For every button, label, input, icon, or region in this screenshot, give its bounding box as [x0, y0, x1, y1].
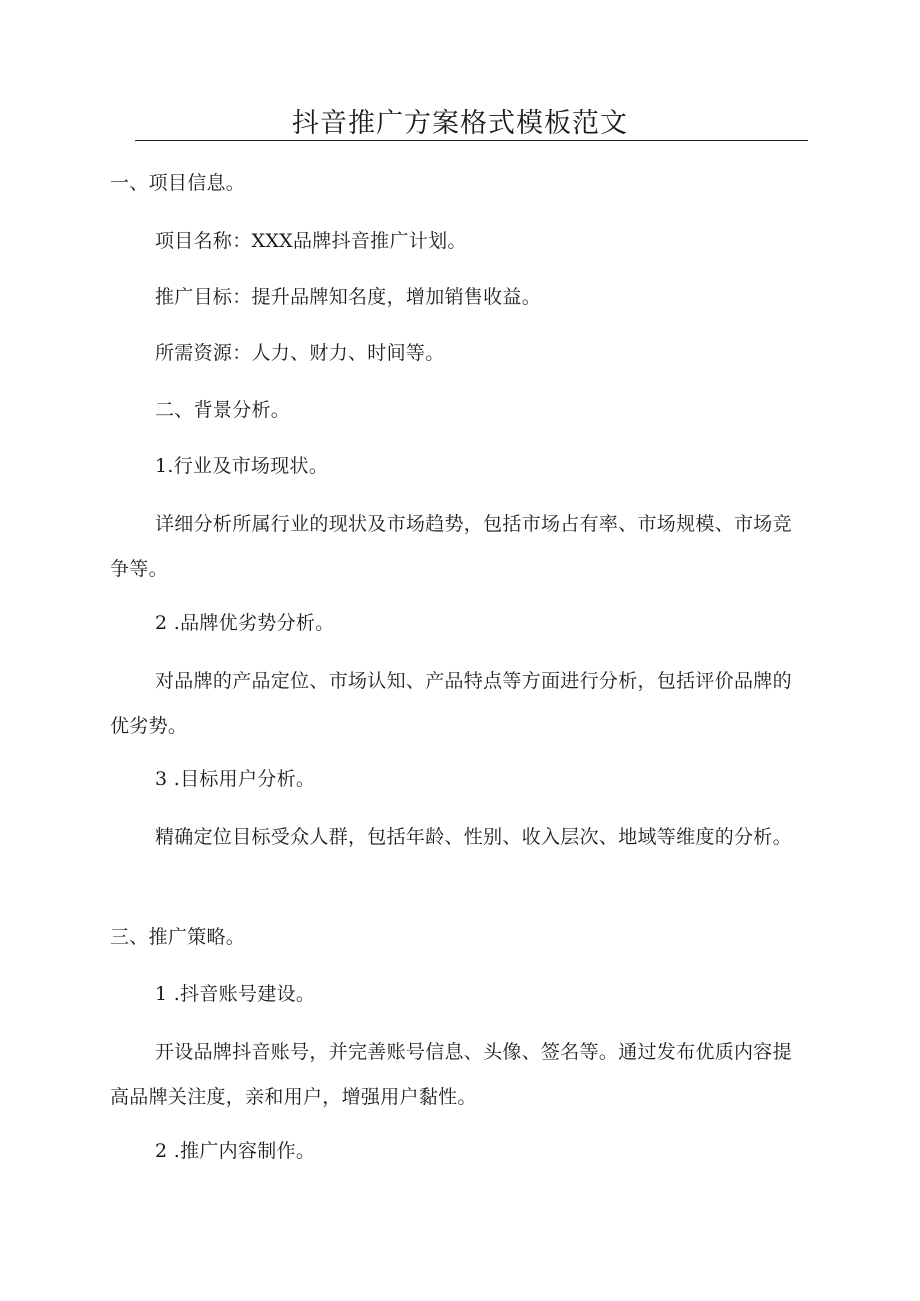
- subheading-target-users: 3 .目标用户分析。: [155, 768, 316, 790]
- document-title: 抖音推广方案格式模板范文: [292, 108, 628, 139]
- project-name-line: 项目名称：XXX品牌抖音推广计划。: [155, 230, 467, 252]
- section-heading-project-info: 一、项目信息。: [110, 172, 246, 194]
- paragraph-industry-market: 详细分析所属行业的现状及市场趋势，包括市场占有率、市场规模、市场竞争等。: [110, 513, 792, 580]
- subheading-brand-swot: 2 .品牌优劣势分析。: [155, 612, 335, 634]
- subheading-account-setup: 1 .抖音账号建设。: [155, 983, 316, 1005]
- paragraph-account-setup: 开设品牌抖音账号，并完善账号信息、头像、签名等。通过发布优质内容提高品牌关注度，亲和用户，增强用户黏性。: [110, 1041, 792, 1108]
- paragraph-brand-swot: 对品牌的产品定位、市场认知、产品特点等方面进行分析，包括评价品牌的优劣势。: [110, 670, 792, 737]
- promotion-goal-line: 推广目标：提升品牌知名度，增加销售收益。: [155, 286, 542, 308]
- subheading-industry-market: 1.行业及市场现状。: [155, 455, 329, 477]
- subheading-content-production: 2 .推广内容制作。: [155, 1140, 316, 1162]
- section-heading-background: 二、背景分析。: [155, 399, 291, 421]
- title-underline: [135, 140, 808, 141]
- section-heading-strategy: 三、推广策略。: [110, 926, 246, 948]
- required-resources-line: 所需资源：人力、财力、时间等。: [155, 342, 445, 364]
- paragraph-target-users: 精确定位目标受众人群，包括年龄、性别、收入层次、地域等维度的分析。: [155, 826, 792, 848]
